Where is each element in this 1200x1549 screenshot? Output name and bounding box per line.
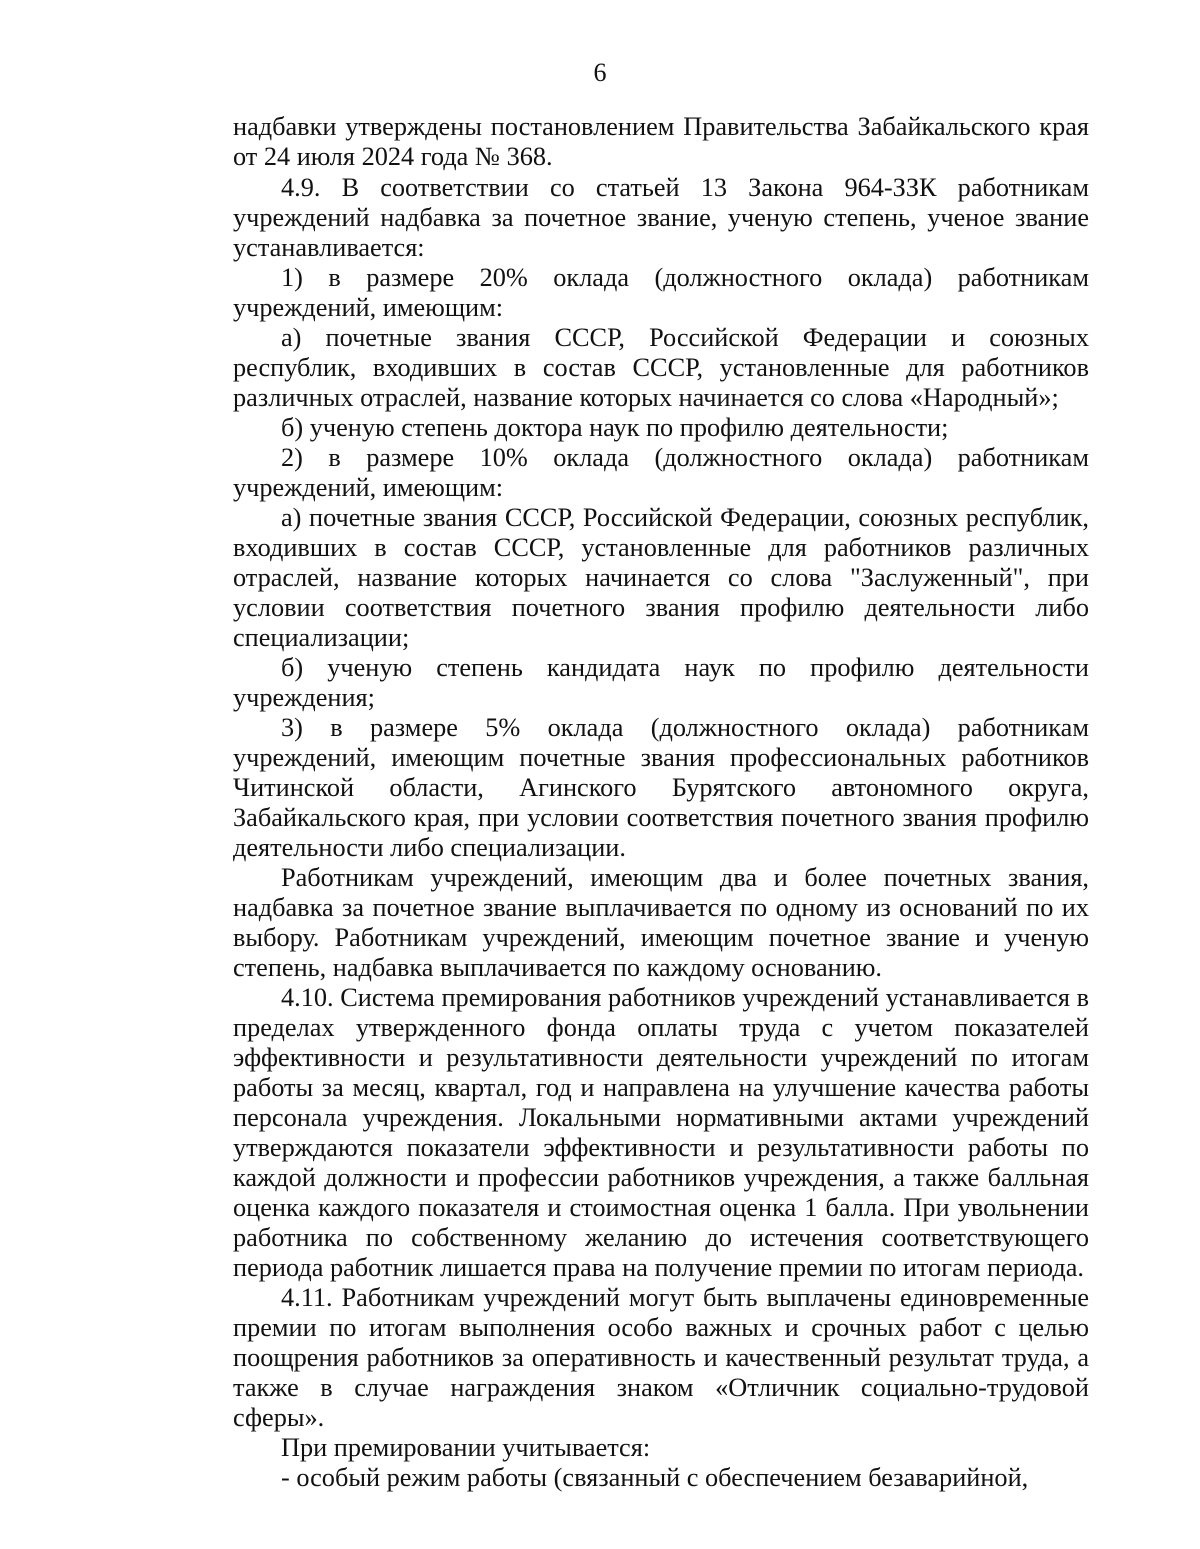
paragraph-item-2b: б) ученую степень кандидата наук по профилю деятельности учреждения;: [233, 653, 1089, 712]
paragraph-4-11: 4.11. Работникам учреждений могут быть выплачены единовременные премии по итогам выполнения особо важных и срочных работ с целью поощрения работников за оперативность и качественный результат труда, а также в случае награждения знаком «Отличник социально-трудовой сферы».: [233, 1283, 1089, 1432]
paragraph-item-3: 3) в размере 5% оклада (должностного оклада) работникам учреждений, имеющим почетные звания профессиональных работников Читинской области, Агинского Бурятского автономного округа, Забайкальского края, при условии соответствия почетного звания профилю деятельности либо специализации.: [233, 713, 1089, 862]
paragraph-4-9: 4.9. В соответствии со статьей 13 Закона 964-ЗЗК работникам учреждений надбавка за почетное звание, ученую степень, ученое звание устанавливается:: [233, 173, 1089, 262]
document-body: [233, 112, 1089, 1493]
paragraph-continuation: надбавки утверждены постановлением Правительства Забайкальского края от 24 июля 2024 года № 368.: [233, 112, 1089, 171]
paragraph-bonus-item: - особый режим работы (связанный с обеспечением безаварийной,: [281, 1463, 1029, 1492]
paragraph-item-1: 1) в размере 20% оклада (должностного оклада) работникам учреждений, имеющим:: [233, 263, 1089, 322]
paragraph-item-2a: а) почетные звания СССР, Российской Федерации, союзных республик, входивших в состав СССР, установленные для работников различных отраслей, название которых начинается со слова "Заслуженный", при условии соответствия почетного звания профилю деятельности либо специализации;: [233, 503, 1089, 652]
paragraph-4-10: 4.10. Система премирования работников учреждений устанавливается в пределах утвержденного фонда оплаты труда с учетом показателей эффективности и результативности деятельности учреждений по итогам работы за месяц, квартал, год и направлена на улучшение качества работы персонала учреждения. Локальными нормативными актами учреждений утверждаются показатели эффективности и результативности работы по каждой должности и профессии работников учреждения, а также балльная оценка каждого показателя и стоимостная оценка 1 балла. При увольнении работника по собственному желанию до истечения соответствующего периода работник лишается права на получение премии по итогам периода.: [233, 983, 1089, 1282]
paragraph-bonus-considered: При премировании учитывается:: [281, 1433, 651, 1462]
page-number: 6: [593, 58, 607, 87]
paragraph-multiple-titles: Работникам учреждений, имеющим два и более почетных звания, надбавка за почетное звание выплачивается по одному из оснований по их выбору. Работникам учреждений, имеющим почетное звание и ученую степень, надбавка выплачивается по каждому основанию.: [233, 863, 1089, 982]
paragraph-item-1b: б) ученую степень доктора наук по профилю деятельности;: [281, 413, 949, 442]
paragraph-item-1a: а) почетные звания СССР, Российской Федерации и союзных республик, входивших в состав СССР, установленные для работников различных отраслей, название которых начинается со слова «Народный»;: [233, 323, 1089, 412]
paragraph-item-2: 2) в размере 10% оклада (должностного оклада) работникам учреждений, имеющим:: [233, 443, 1089, 502]
